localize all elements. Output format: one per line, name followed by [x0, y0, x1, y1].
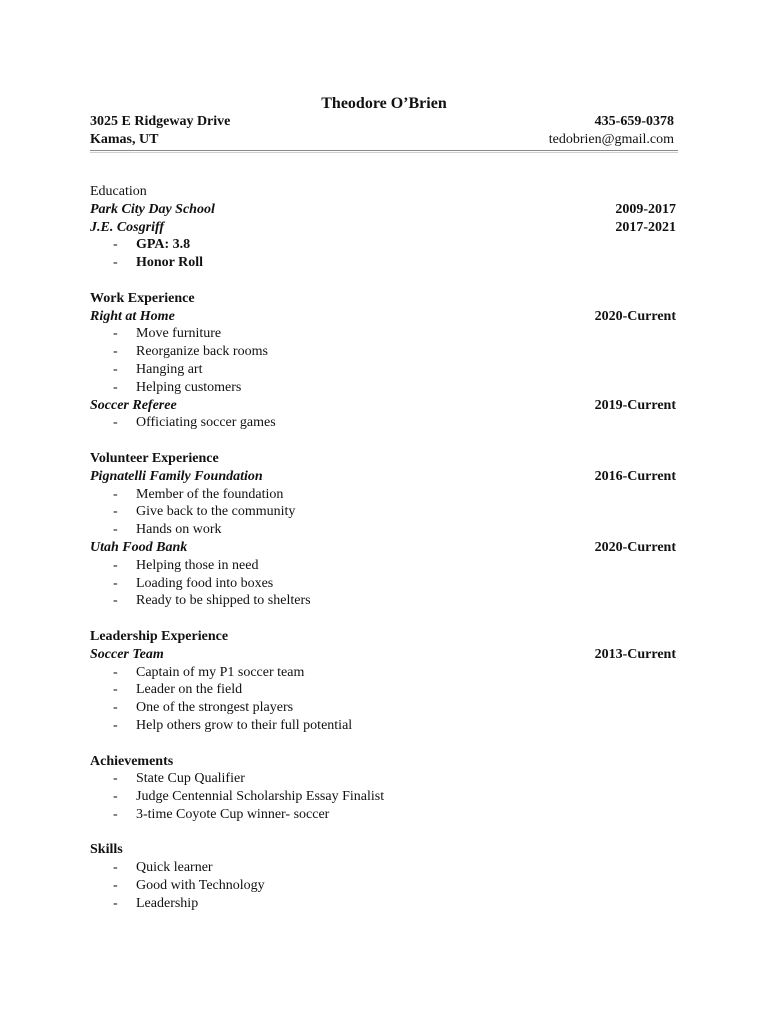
education-section	[90, 183, 676, 272]
volunteer-dates: 2016-Current	[594, 468, 676, 484]
organization-name: Pignatelli Family Foundation	[90, 468, 263, 484]
list-item	[90, 699, 676, 717]
volunteer-entry	[90, 539, 676, 557]
list-item	[90, 592, 676, 610]
volunteer-experience-section	[90, 450, 676, 610]
section-heading: Achievements	[90, 753, 174, 769]
section-heading: Work Experience	[90, 290, 195, 306]
job-title: Soccer Referee	[90, 397, 177, 413]
list-item	[90, 806, 676, 824]
list-item-text: Ready to be shipped to shelters	[136, 593, 311, 609]
list-item-text: Honor Roll	[136, 255, 204, 271]
list-item	[90, 236, 676, 254]
bullet-marker: -	[113, 379, 118, 395]
list-item	[90, 343, 676, 361]
list-item-text: Helping those in need	[136, 557, 259, 573]
school-name: J.E. Cosgriff	[90, 219, 165, 235]
list-item	[90, 859, 676, 877]
skills-section	[90, 841, 676, 912]
bullet-marker: -	[113, 486, 118, 502]
list-item-text: Leadership	[136, 895, 199, 911]
list-item-text: Give back to the community	[136, 504, 296, 520]
list-item-text: Judge Centennial Scholarship Essay Finalist	[136, 789, 385, 805]
bullet-marker: -	[113, 664, 118, 680]
list-item-text: Officiating soccer games	[136, 415, 276, 431]
list-item	[90, 503, 676, 521]
list-item-text: Helping customers	[136, 379, 242, 395]
email-address: tedobrien@gmail.com	[548, 132, 674, 147]
list-item-text: Hands on work	[136, 522, 222, 538]
list-item	[90, 575, 676, 593]
list-item-text: Reorganize back rooms	[136, 344, 268, 360]
organization-name: Utah Food Bank	[90, 539, 188, 555]
school-dates: 2009-2017	[615, 201, 676, 217]
section-heading: Leadership Experience	[90, 628, 229, 644]
bullet-marker: -	[113, 361, 118, 377]
contact-row-1	[90, 114, 674, 132]
bullet-marker: -	[113, 522, 118, 538]
leadership-title: Soccer Team	[90, 646, 164, 662]
list-item-text: GPA: 3.8	[136, 237, 191, 253]
list-item	[90, 895, 676, 913]
bullet-marker: -	[113, 344, 118, 360]
address-line: 3025 E Ridgeway Drive	[90, 114, 231, 129]
list-item-text: Leader on the field	[136, 682, 243, 698]
leadership-experience-section	[90, 628, 676, 735]
bullet-marker: -	[113, 878, 118, 894]
bullet-marker: -	[113, 504, 118, 520]
list-item-text: Hanging art	[136, 361, 203, 377]
list-item	[90, 557, 676, 575]
list-item	[90, 486, 676, 504]
header-divider	[90, 150, 678, 153]
job-dates: 2020-Current	[594, 308, 676, 324]
list-item-text: Move furniture	[136, 326, 222, 342]
list-item	[90, 379, 676, 397]
list-item	[90, 325, 676, 343]
job-title: Right at Home	[90, 308, 175, 324]
list-item-text: 3-time Coyote Cup winner- soccer	[136, 806, 330, 822]
work-experience-section	[90, 290, 676, 432]
list-item	[90, 681, 676, 699]
list-item	[90, 877, 676, 895]
bullet-marker: -	[113, 771, 118, 787]
bullet-marker: -	[113, 700, 118, 716]
list-item-text: Help others grow to their full potential	[136, 717, 353, 733]
education-entry	[90, 219, 676, 237]
bullet-marker: -	[113, 717, 118, 733]
bullet-marker: -	[113, 326, 118, 342]
section-heading: Education	[90, 184, 147, 199]
achievements-section	[90, 753, 676, 824]
job-dates: 2019-Current	[594, 397, 676, 413]
school-dates: 2017-2021	[615, 219, 676, 235]
leadership-entry	[90, 646, 676, 664]
job-entry	[90, 308, 676, 326]
list-item	[90, 414, 676, 432]
list-item	[90, 770, 676, 788]
list-item	[90, 788, 676, 806]
list-item-text: State Cup Qualifier	[136, 771, 245, 787]
list-item-text: Captain of my P1 soccer team	[136, 664, 305, 680]
section-heading: Skills	[90, 842, 123, 858]
resume-body	[90, 183, 676, 913]
school-name: Park City Day School	[90, 201, 215, 217]
resume-name: Theodore O’Brien	[321, 95, 447, 112]
city-line: Kamas, UT	[90, 132, 159, 147]
volunteer-entry	[90, 468, 676, 486]
bullet-marker: -	[113, 682, 118, 698]
list-item	[90, 254, 676, 272]
list-item	[90, 717, 676, 735]
bullet-marker: -	[113, 860, 118, 876]
bullet-marker: -	[113, 895, 118, 911]
list-item-text: Good with Technology	[136, 878, 265, 894]
contact-row-2	[90, 132, 674, 150]
bullet-marker: -	[113, 255, 118, 271]
list-item	[90, 521, 676, 539]
bullet-marker: -	[113, 789, 118, 805]
job-entry	[90, 397, 676, 415]
bullet-marker: -	[113, 415, 118, 431]
education-entry	[90, 201, 676, 219]
bullet-marker: -	[113, 237, 118, 253]
list-item-text: One of the strongest players	[136, 700, 294, 716]
phone-number: 435-659-0378	[594, 114, 674, 129]
list-item	[90, 361, 676, 379]
list-item-text: Quick learner	[136, 860, 213, 876]
section-heading: Volunteer Experience	[90, 450, 219, 466]
bullet-marker: -	[113, 575, 118, 591]
leadership-dates: 2013-Current	[594, 646, 676, 662]
bullet-marker: -	[113, 557, 118, 573]
bullet-marker: -	[113, 806, 118, 822]
list-item-text: Member of the foundation	[136, 486, 284, 502]
bullet-marker: -	[113, 593, 118, 609]
list-item	[90, 664, 676, 682]
list-item-text: Loading food into boxes	[136, 575, 274, 591]
volunteer-dates: 2020-Current	[594, 539, 676, 555]
